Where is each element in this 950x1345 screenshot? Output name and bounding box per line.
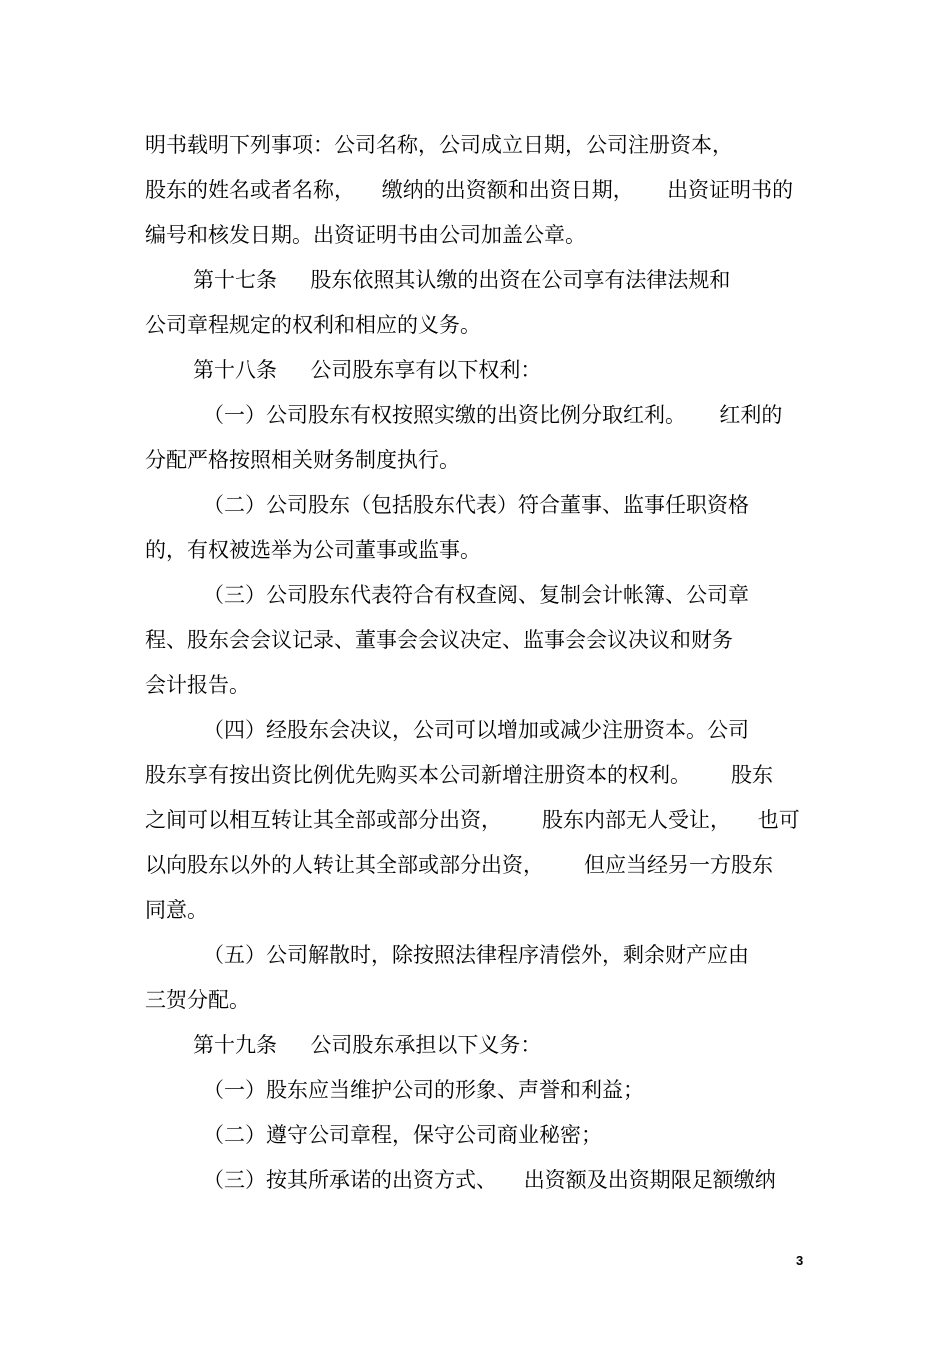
page-number: 3: [796, 1253, 804, 1268]
text-line: 分配严格按照相关财务制度执行。: [145, 448, 460, 472]
text-line: 同意。: [145, 898, 208, 922]
text-line: 明书载明下列事项：公司名称，公司成立日期，公司注册资本，: [145, 133, 733, 157]
text-line: 会计报告。: [145, 673, 250, 697]
text-line: 股东的姓名或者名称， 缴纳的出资额和出资日期， 出资证明书的: [145, 178, 794, 202]
text-line: 三贺分配。: [145, 988, 250, 1012]
text-line: 以向股东以外的人转让其全部或部分出资， 但应当经另一方股东: [145, 853, 774, 877]
list-item-duty-1: （一）股东应当维护公司的形象、声誉和利益；: [203, 1078, 644, 1102]
article-heading-18: 第十八条 公司股东享有以下权利：: [193, 358, 542, 382]
article-heading-17: 第十七条 股东依照其认缴的出资在公司享有法律法规和: [193, 268, 731, 292]
list-item-duty-2: （二）遵守公司章程，保守公司商业秘密；: [203, 1123, 602, 1147]
text-line: 之间可以相互转让其全部或部分出资， 股东内部无人受让， 也可: [145, 808, 800, 832]
list-item-1: （一）公司股东有权按照实缴的出资比例分取红利。 红利的: [203, 403, 783, 427]
text-line: 股东享有按出资比例优先购买本公司新增注册资本的权利。 股东: [145, 763, 774, 787]
list-item-4: （四）经股东会决议，公司可以增加或减少注册资本。公司: [203, 718, 749, 742]
text-line: 编号和核发日期。出资证明书由公司加盖公章。: [145, 223, 586, 247]
list-item-2: （二）公司股东（包括股东代表）符合董事、监事任职资格: [203, 493, 749, 517]
article-heading-19: 第十九条 公司股东承担以下义务：: [193, 1033, 542, 1057]
list-item-5: （五）公司解散时，除按照法律程序清偿外，剩余财产应由: [203, 943, 749, 967]
text-line: 的，有权被选举为公司董事或监事。: [145, 538, 481, 562]
text-line: 公司章程规定的权利和相应的义务。: [145, 313, 481, 337]
list-item-3: （三）公司股东代表符合有权查阅、复制会计帐簿、公司章: [203, 583, 749, 607]
list-item-duty-3: （三）按其所承诺的出资方式、 出资额及出资期限足额缴纳: [203, 1168, 776, 1192]
text-line: 程、股东会会议记录、董事会会议决定、监事会会议决议和财务: [145, 628, 733, 652]
